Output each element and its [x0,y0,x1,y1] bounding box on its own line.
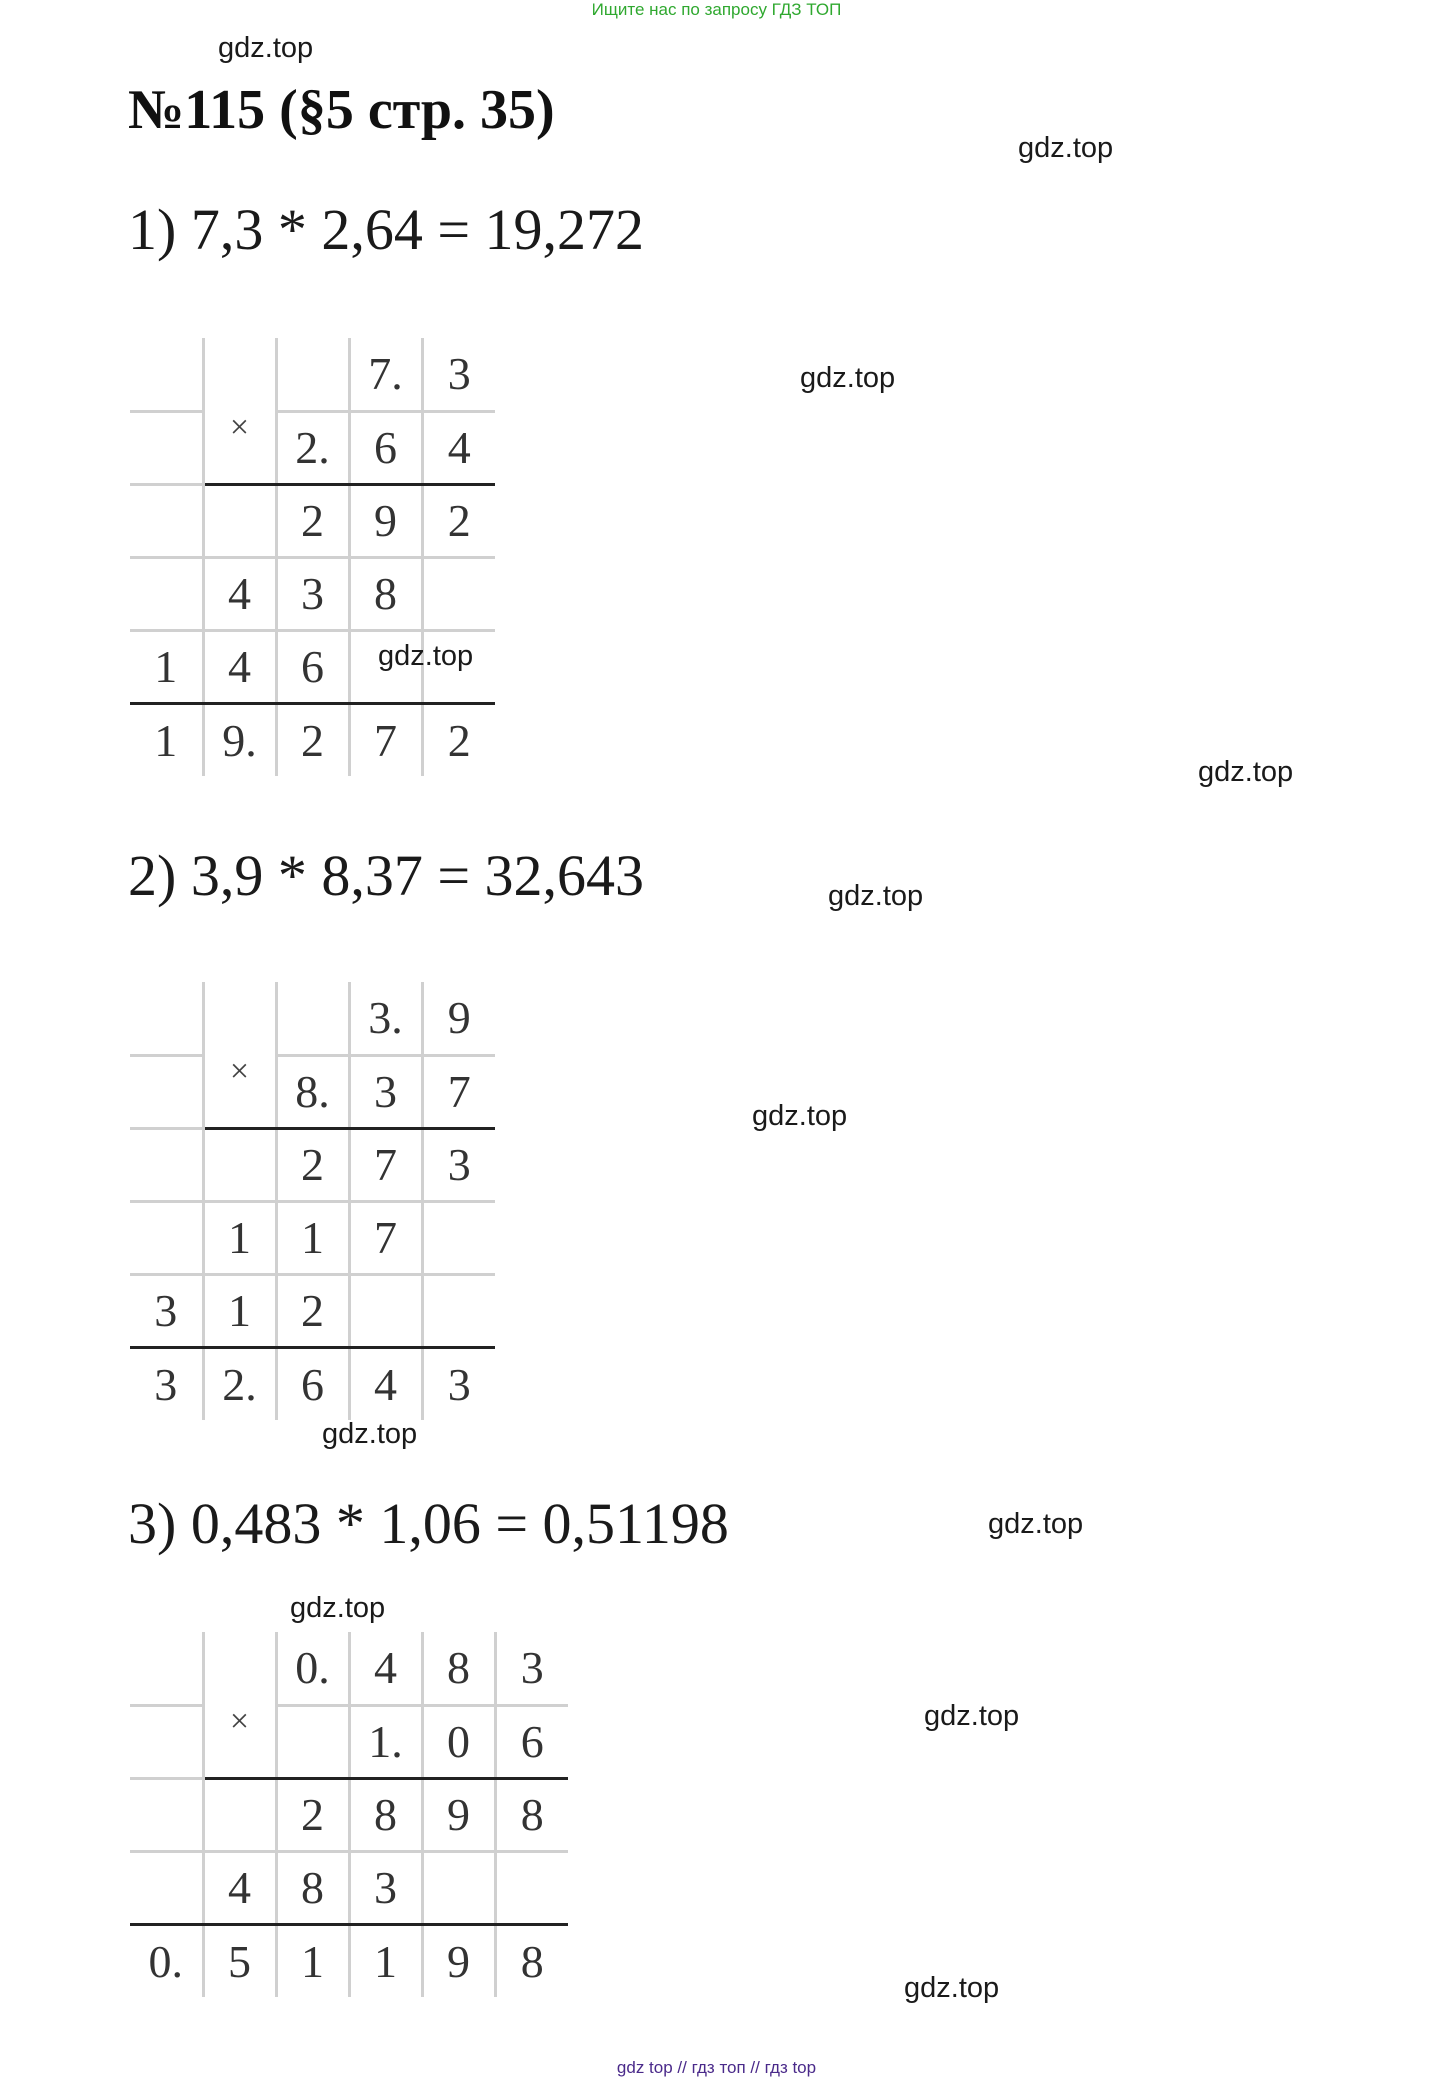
grid-cell: 6 [276,1347,349,1420]
watermark: gdz.top [988,1508,1084,1540]
grid-row [130,1924,568,1997]
multiplication-grid-1 [130,338,495,776]
grid-row [130,1705,568,1778]
grid-cell [130,1128,203,1201]
grid-cell: 3 [349,1851,422,1924]
grid-cell: 6 [276,630,349,703]
grid-cell: 4 [203,557,276,630]
grid-cell [203,484,276,557]
grid-cell: 3 [276,557,349,630]
grid-cell: 1 [154,714,178,766]
grid-cell: 5 [203,1924,276,1997]
grid-cell: 2. [276,411,349,484]
grid-row [130,484,495,557]
grid-cell [130,1705,203,1778]
grid-row [130,1201,495,1274]
watermark: gdz.top [378,640,474,672]
grid-row [130,1055,495,1128]
multiply-sign: × [203,1668,276,1741]
equation-2: 2) 3,9 * 8,37 = 32,643 [128,843,645,908]
grid-cell: 3 [130,1274,203,1347]
grid-cell: 9 [422,982,495,1055]
grid-cell [130,1632,203,1705]
grid-row [130,1128,495,1201]
grid-cell: 7. [349,338,422,411]
grid-cell: 2 [276,703,349,776]
multiply-sign: × [203,1018,276,1091]
grid-cell [203,1128,276,1201]
grid-cell: 8. [276,1055,349,1128]
grid-row [130,557,495,630]
grid-row [130,1632,568,1705]
grid-cell: 4 [349,1347,422,1420]
grid-cell: 1 [276,1924,349,1997]
watermark: gdz.top [218,32,314,64]
grid-cell: 2. [203,1347,276,1420]
grid-cell: 2 [276,1274,349,1347]
grid-cell: 8 [422,1632,495,1705]
grid-cell [130,338,203,411]
grid-cell: 4 [422,411,495,484]
grid-cell [495,1851,568,1924]
grid-cell: 8 [349,557,422,630]
grid-cell [422,557,495,630]
grid-cell: 2 [422,703,495,776]
grid-cell: 3 [349,1055,422,1128]
watermark: gdz.top [904,1972,1000,2004]
grid-cell: 1 [203,1201,276,1274]
grid-cell: 9 [349,484,422,557]
grid-cell: 1 [276,1201,349,1274]
grid-cell [130,484,203,557]
watermark: gdz.top [290,1592,386,1624]
watermark: gdz.top [1198,756,1294,788]
grid-cell: 2 [276,1778,349,1851]
grid-cell: 0. [148,1935,183,1987]
grid-cell: 4 [203,1851,276,1924]
grid-cell: 2 [276,1128,349,1201]
grid-cell [130,1851,203,1924]
grid-row [130,411,495,484]
grid-cell: 7 [349,703,422,776]
grid-cell: 3 [154,1358,178,1410]
grid-cell: 8 [276,1851,349,1924]
grid-cell [422,1274,495,1347]
grid-cell: 4 [203,630,276,703]
grid-cell: 0. [276,1632,349,1705]
watermark: gdz.top [752,1100,848,1132]
multiply-sign: × [203,374,276,447]
grid-row [130,982,495,1055]
multiplication-grid-2 [130,982,495,1420]
watermark: gdz.top [1018,132,1114,164]
grid-cell: 1 [203,1274,276,1347]
search-banner: Ищите нас по запросу ГДЗ ТОП [591,0,842,19]
grid-cell: 0 [422,1705,495,1778]
multiplication-grid-3 [130,1632,568,1997]
grid-cell: 3. [349,982,422,1055]
grid-cell: 1 [130,630,203,703]
grid-cell [349,1274,422,1347]
grid-cell: 6 [495,1705,568,1778]
grid-cell: 1. [349,1705,422,1778]
grid-cell [130,411,203,484]
grid-row [130,1851,568,1924]
grid-cell [422,1851,495,1924]
grid-cell: 9. [203,703,276,776]
grid-cell [422,1201,495,1274]
grid-cell: 7 [349,1128,422,1201]
grid-cell [130,1055,203,1128]
grid-row [130,338,495,411]
grid-cell: 3 [422,1128,495,1201]
grid-cell [130,1201,203,1274]
grid-cell: 2 [276,484,349,557]
footer-links: gdz top // гдз топ // гдз top [616,2058,817,2077]
grid-cell [130,557,203,630]
watermark: gdz.top [828,880,924,912]
grid-cell: 8 [495,1778,568,1851]
equation-3: 3) 0,483 * 1,06 = 0,51198 [128,1491,729,1556]
grid-cell: 8 [495,1924,568,1997]
grid-cell [276,982,349,1055]
page-title: №115 (§5 стр. 35) [128,79,555,141]
grid-cell [276,338,349,411]
grid-cell [203,1778,276,1851]
watermark: gdz.top [322,1418,418,1450]
grid-cell: 8 [349,1778,422,1851]
grid-row [130,1347,495,1420]
grid-cell [130,1778,203,1851]
watermark: gdz.top [924,1700,1020,1732]
grid-cell: 9 [422,1924,495,1997]
grid-row [130,703,495,776]
grid-cell: 3 [422,338,495,411]
equation-1: 1) 7,3 * 2,64 = 19,272 [128,197,645,262]
grid-row [130,1778,568,1851]
grid-cell [276,1705,349,1778]
grid-cell: 7 [422,1055,495,1128]
grid-cell: 3 [495,1632,568,1705]
grid-cell: 6 [349,411,422,484]
grid-cell [130,982,203,1055]
grid-cell: 7 [349,1201,422,1274]
watermark: gdz.top [800,362,896,394]
grid-cell: 3 [422,1347,495,1420]
grid-cell: 4 [349,1632,422,1705]
grid-cell: 1 [349,1924,422,1997]
grid-cell: 9 [422,1778,495,1851]
grid-cell: 2 [422,484,495,557]
grid-row [130,1274,495,1347]
